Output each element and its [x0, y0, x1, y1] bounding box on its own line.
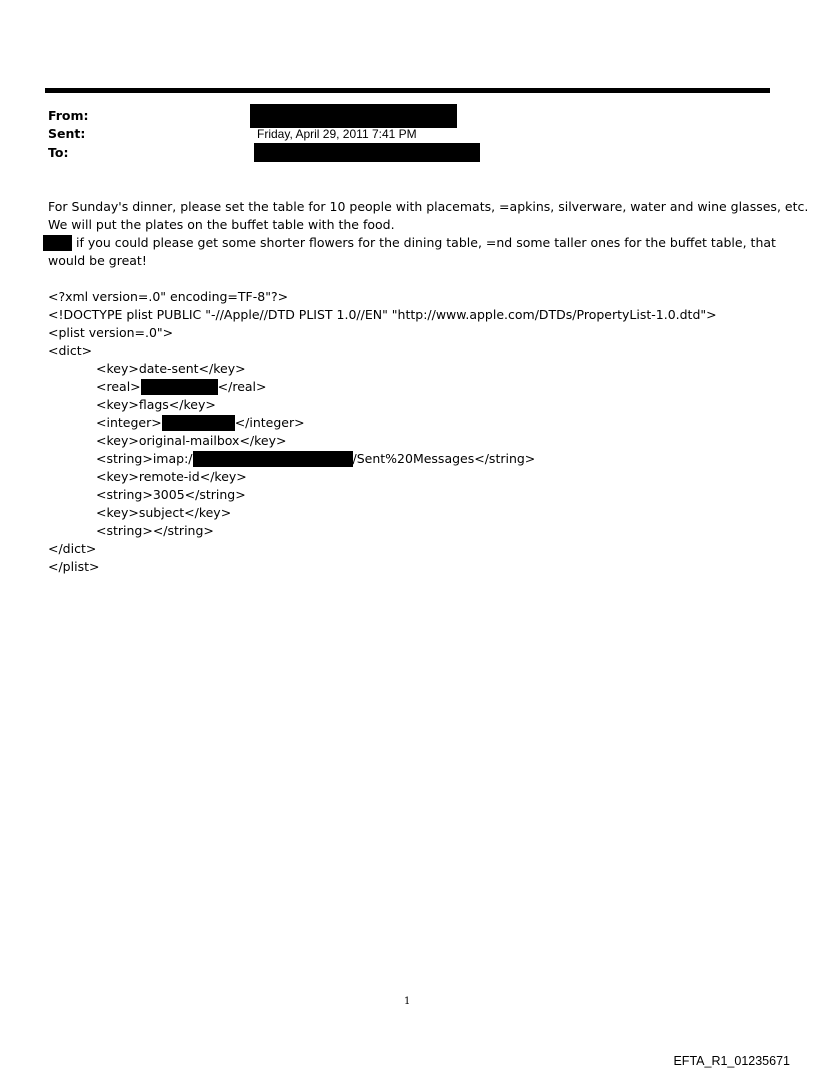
key-flags: <key>flags</key> — [96, 397, 216, 412]
real-redaction — [141, 379, 218, 395]
to-label: To: — [48, 145, 69, 160]
key-remote-id: <key>remote-id</key> — [96, 469, 247, 484]
string-subject: <string></string> — [96, 523, 214, 538]
from-redaction — [250, 104, 457, 128]
document-id: EFTA_R1_01235671 — [673, 1054, 790, 1068]
string-remote-id: <string>3005</string> — [96, 487, 246, 502]
integer-line — [96, 415, 305, 431]
imap-redaction — [193, 451, 353, 467]
message-line-4: would be great! — [48, 253, 147, 268]
message-line-3-text: if you could please get some shorter flowers for the dining table, =nd some taller ones for the buffet table, that — [72, 235, 776, 250]
sent-label: Sent: — [48, 126, 86, 141]
imap-close: /Sent%20Messages</string> — [352, 451, 536, 466]
from-label: From: — [48, 108, 89, 123]
real-close: </real> — [217, 379, 267, 394]
key-subject: <key>subject</key> — [96, 505, 232, 520]
plist-close: </plist> — [48, 559, 100, 574]
dict-open: <dict> — [48, 343, 93, 358]
integer-redaction — [162, 415, 235, 431]
plist-xml-decl: <?xml version=.0" encoding=TF-8"?> — [48, 289, 289, 304]
plist-open: <plist version=.0"> — [48, 325, 174, 340]
key-original-mailbox: <key>original-mailbox</key> — [96, 433, 287, 448]
imap-line — [96, 451, 535, 467]
integer-open: <integer> — [96, 415, 162, 430]
message-line-2: We will put the plates on the buffet table with the food. — [48, 217, 395, 232]
integer-close: </integer> — [234, 415, 305, 430]
dict-close: </dict> — [48, 541, 97, 556]
page-number: 1 — [404, 996, 411, 1007]
real-line — [96, 379, 267, 395]
to-redaction — [254, 143, 480, 162]
message-line-1: For Sunday's dinner, please set the table for 10 people with placemats, =apkins, silverware, water and wine glasses, etc. — [48, 199, 809, 214]
imap-open: <string>imap:/ — [96, 451, 193, 466]
key-date-sent: <key>date-sent</key> — [96, 361, 246, 376]
real-open: <real> — [96, 379, 141, 394]
sent-value: Friday, April 29, 2011 7:41 PM — [257, 127, 417, 141]
plist-doctype: <!DOCTYPE plist PUBLIC "-//Apple//DTD PLIST 1.0//EN" "http://www.apple.com/DTDs/PropertyList-1.0.dtd"> — [48, 307, 717, 322]
header-rule — [45, 88, 770, 93]
name-redaction — [43, 235, 72, 251]
message-line-3 — [43, 235, 776, 251]
